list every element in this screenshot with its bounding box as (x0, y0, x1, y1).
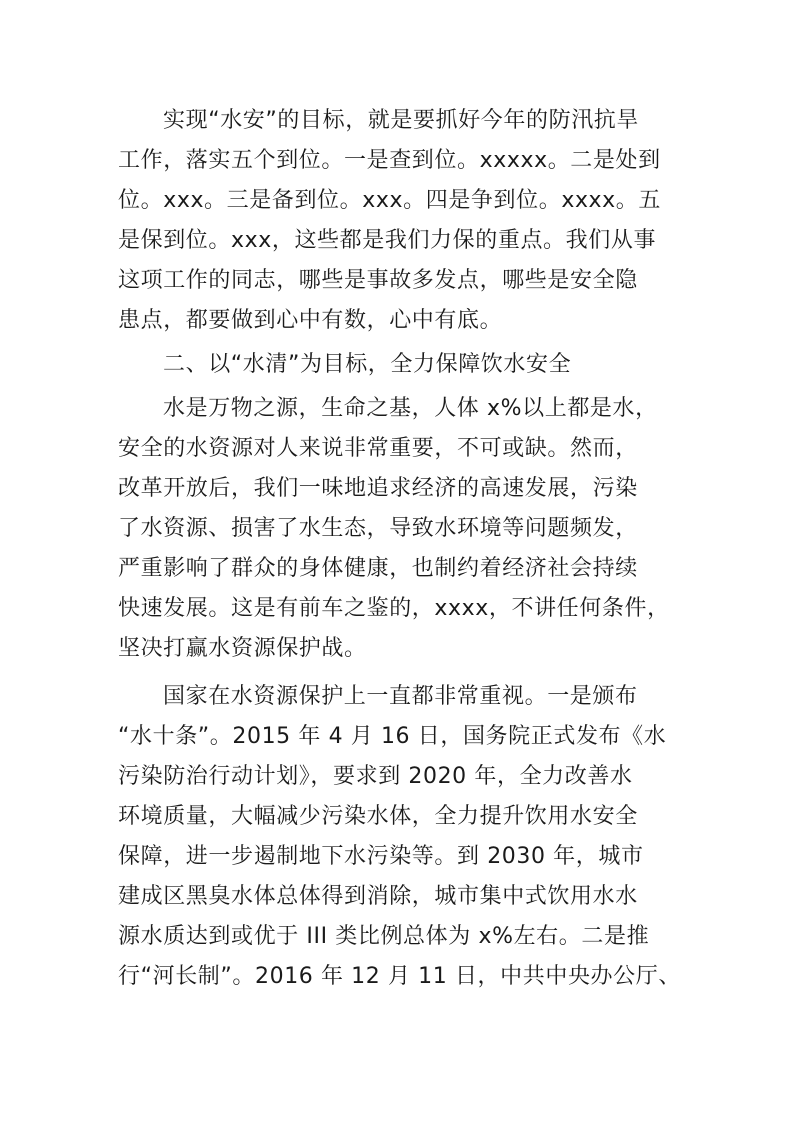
text-line: 患点，都要做到心中有数，心中有底。 (118, 308, 503, 333)
text-line: 工作，落实五个到位。一是查到位。xxxxx。二是处到 (118, 148, 661, 173)
text-line: 了水资源、损害了水生态，导致水环境等问题频发， (118, 516, 638, 541)
text-line: 污染防治行动计划》，要求到 2020 年，全力改善水 (118, 764, 633, 789)
text-line: 水是万物之源，生命之基，人体 x%以上都是水， (163, 396, 658, 421)
text-line: 是保到位。xxx，这些都是我们力保的重点。我们从事 (118, 228, 657, 253)
text-line: 源水质达到或优于 III 类比例总体为 x%左右。二是推 (118, 924, 650, 949)
text-line: 改革开放后，我们一味地追求经济的高速发展，污染 (118, 476, 638, 501)
text-line: 环境质量，大幅减少污染水体，全力提升饮用水安全 (118, 804, 638, 829)
text-line: 快速发展。这是有前车之鉴的，xxxx，不讲任何条件， (118, 596, 670, 621)
text-line: 这项工作的同志，哪些是事故多发点，哪些是安全隐 (118, 268, 638, 293)
text-line: 保障，进一步遏制地下水污染等。到 2030 年，城市 (118, 844, 644, 869)
text-line: 安全的水资源对人来说非常重要，不可或缺。然而， (118, 436, 638, 461)
text-line: 行“河长制”。2016 年 12 月 11 日，中共中央办公厅、 (118, 964, 681, 989)
text-line: 国家在水资源保护上一直都非常重视。一是颁布 (163, 684, 638, 709)
text-line: “水十条”。2015 年 4 月 16 日，国务院正式发布《水 (118, 724, 667, 749)
text-line: 位。xxx。三是备到位。xxx。四是争到位。xxxx。五 (118, 188, 661, 213)
text-line: 实现“水安”的目标，就是要抓好今年的防汛抗旱 (163, 108, 639, 133)
text-line: 坚决打赢水资源保护战。 (118, 636, 367, 661)
section-heading: 二、以“水清”为目标，全力保障饮水安全 (163, 352, 572, 377)
text-line: 建成区黑臭水体总体得到消除，城市集中式饮用水水 (118, 884, 638, 909)
text-line: 严重影响了群众的身体健康，也制约着经济社会持续 (118, 556, 638, 581)
